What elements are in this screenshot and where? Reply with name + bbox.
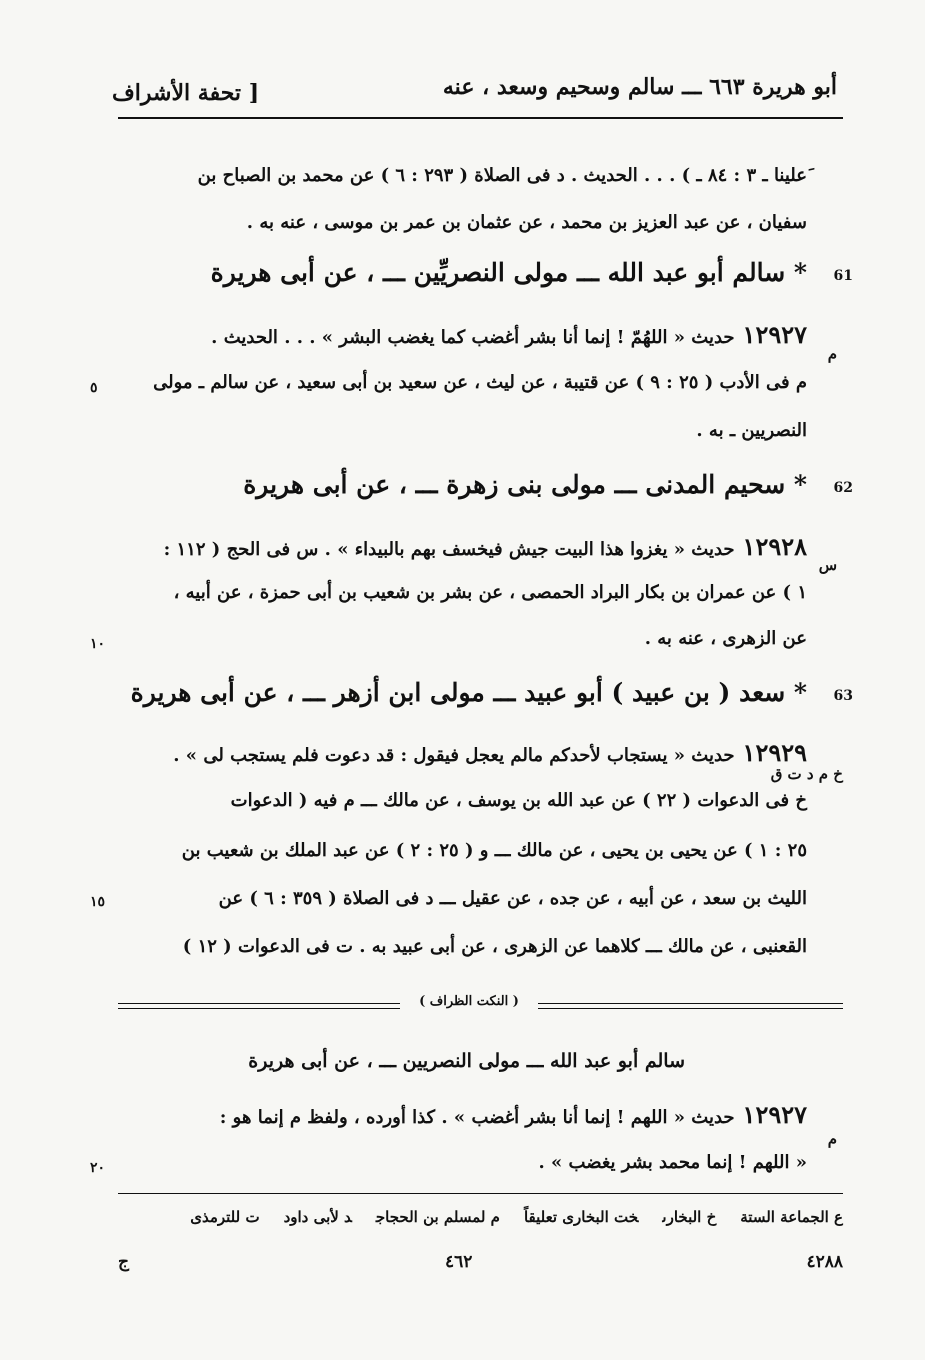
sigla: م <box>827 1130 837 1148</box>
sigla-key-item: م لمسلم بن الحجاج <box>375 1208 500 1226</box>
nukat-heading: سالم أبو عبد الله ـــ مولى النصريين ـــ ، عن أبى هريرة <box>248 1050 685 1072</box>
footnote-rule <box>118 1193 843 1194</box>
text-line: النصريين ـ به . <box>696 420 807 441</box>
hadith-number: ١٢٩٢٧ <box>742 1100 807 1129</box>
text-line: َعلينا ـ ٣ : ٨٤ ـ ) . . . الحديث . د فى الصلاة ( ٢٩٣ : ٦ ) عن محمد بن الصباح بن <box>197 165 807 186</box>
sigla-key-item: د لأبى داود <box>283 1208 352 1226</box>
sigla-key-item: خت البخارى تعليقاً <box>523 1208 639 1226</box>
hadith-line <box>117 1100 807 1129</box>
margin-line-number: ١٠ <box>90 636 106 652</box>
text-line: سفيان ، عن عبد العزيز بن محمد ، عن عثمان بن عمر بن موسى ، عنه به . <box>246 212 807 233</box>
header-rule <box>118 117 843 119</box>
text-line: « اللهم ! إنما محمد بشر يغضب » . <box>538 1152 807 1173</box>
text-line: م فى الأدب ( ٢٥ : ٩ ) عن قتيبة ، عن ليث ، عن سعيد بن أبى سعيد ، عن سالم ـ مولى <box>153 372 807 393</box>
sigla: م <box>827 345 837 363</box>
text-line: ٢٥ : ١ ) عن يحيى بن يحيى ، عن مالك ـــ و ( ٢٥ : ٢ ) عن عبد الملك بن شعيب بن <box>181 840 807 861</box>
section-heading: * سعد ( بن عبيد ) أبو عبيد ـــ مولى ابن أزهر ـــ ، عن أبى هريرة <box>130 678 807 707</box>
section-number: 61 <box>833 268 853 284</box>
margin-line-number: ١٥ <box>90 894 106 910</box>
text-line: الليث بن سعد ، عن أبيه ، عن جده ، عن عقيل ـــ د فى الصلاة ( ٣٥٩ : ٦ ) عن <box>218 888 807 909</box>
margin-line-number: ٥ <box>90 380 98 396</box>
hadith-line <box>117 320 807 349</box>
page-number: ٤٦٢ <box>445 1252 473 1272</box>
hadith-number: ١٢٩٢٩ <box>742 738 807 767</box>
text-line: القعنبى ، عن مالك ـــ كلاهما عن الزهرى ، عن أبى عبيد به . ت فى الدعوات ( ١٢ ) <box>182 936 807 957</box>
section-number: 63 <box>833 688 853 704</box>
margin-line-number: ٢٠ <box>90 1160 106 1176</box>
sigla-key-item: ت للترمذى <box>190 1208 260 1226</box>
hadith-number: ١٢٩٢٧ <box>742 320 807 349</box>
text-line: خ فى الدعوات ( ٢٢ ) عن عبد الله بن يوسف ، عن مالك ـــ م فيه ( الدعوات <box>230 790 807 811</box>
divider-label: ( النكت الظراف ) <box>400 994 538 1009</box>
book-title: [ تحفة الأشراف <box>112 80 260 106</box>
hadith-line <box>117 738 807 767</box>
sigla-key-item: ع الجماعة الستة <box>740 1208 843 1226</box>
hadith-text: حديث « يغزوا هذا البيت جيش فيخسف بهم بالبيداء » . س فى الحج ( ١١٢ : <box>163 539 735 560</box>
hadith-text: حديث « اللهُمّ ! إنما أنا بشر أغضب كما يغضب البشر » . . . الحديث . <box>211 327 735 348</box>
hadith-text: حديث « اللهم ! إنما أنا بشر أغضب » . كذا أورده ، ولفظ م إنما هو : <box>219 1107 735 1128</box>
section-heading: * سالم أبو عبد الله ـــ مولى النصريِّين ـــ ، عن أبى هريرة <box>210 258 807 287</box>
sigla: س <box>818 556 837 574</box>
hadith-text: حديث « يستجاب لأحدكم مالم يعجل فيقول : قد دعوت فلم يستجب لى » . <box>173 745 735 766</box>
section-heading: * سحيم المدنى ـــ مولى بنى زهرة ـــ ، عن أبى هريرة <box>243 470 807 499</box>
hadith-line <box>117 532 807 561</box>
sigla: خ م د ت ق <box>770 765 843 783</box>
sigla-key-item: خ البخارى <box>662 1208 717 1226</box>
section-number: 62 <box>833 480 853 496</box>
volume-mark: ج <box>118 1252 129 1272</box>
text-line: عن الزهرى ، عنه به . <box>644 628 807 649</box>
text-line: ١ ) عن عمران بن بكار البراد الحمصى ، عن بشر بن شعيب بن أبى حمزة ، عن أبيه ، <box>173 582 807 603</box>
sigla-key <box>166 1208 843 1226</box>
running-title: أبو هريرة ٦٦٣ ـــ سالم وسحيم وسعد ، عنه <box>442 74 837 100</box>
hadith-number: ١٢٩٢٨ <box>742 532 807 561</box>
print-number: ٤٢٨٨ <box>806 1252 843 1272</box>
